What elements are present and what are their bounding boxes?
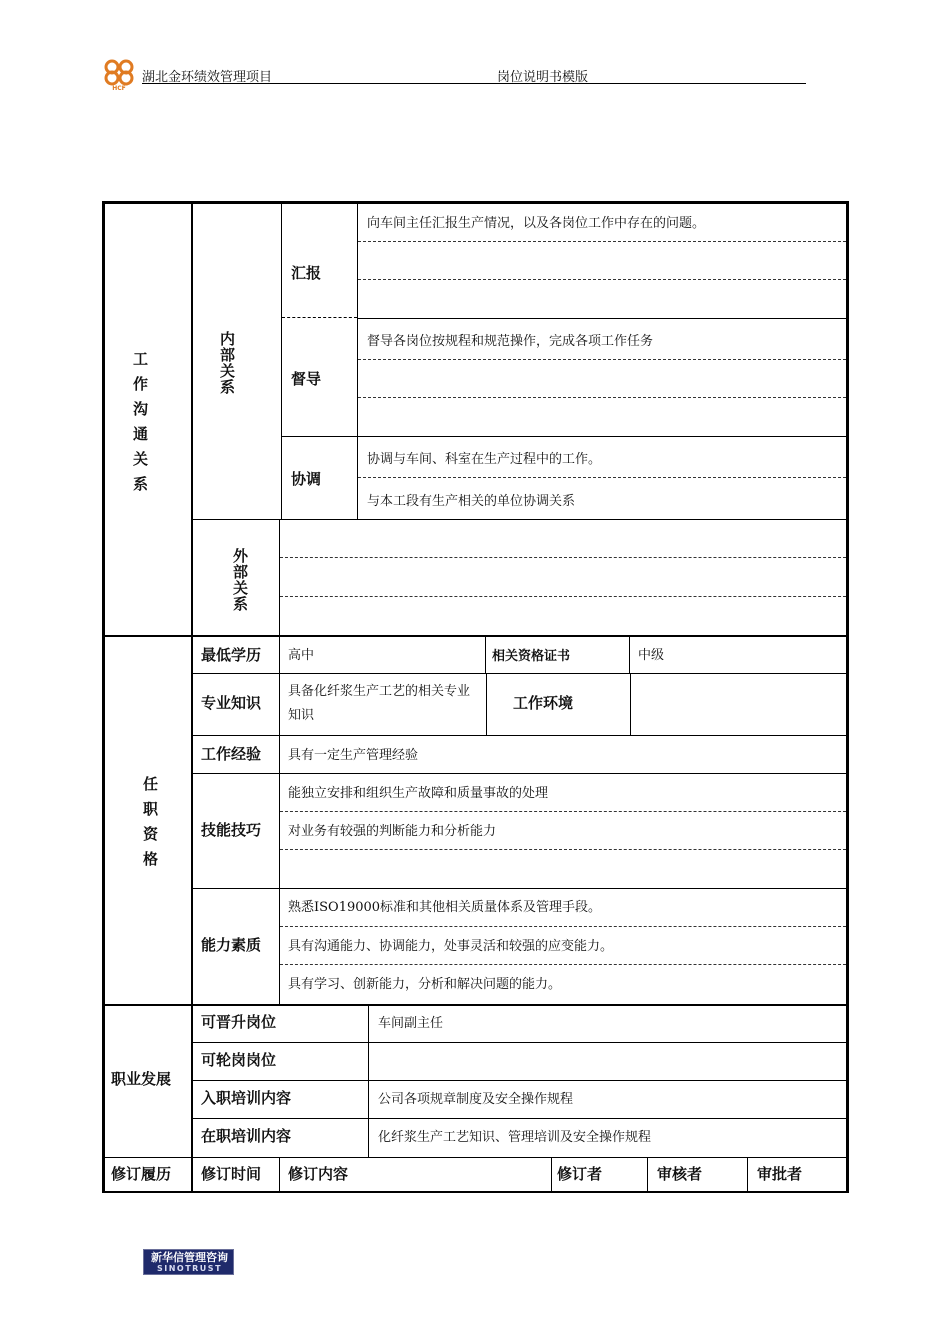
revision-section-label: 修订履历 (111, 1165, 172, 1183)
education-value: 高中 (288, 648, 315, 663)
onjob-training-value: 化纤浆生产工艺知识、管理培训及安全操作规程 (378, 1130, 652, 1145)
divider (193, 1118, 846, 1119)
dash-line (280, 811, 846, 812)
label-char: 内 (220, 330, 236, 348)
label-char: 系 (233, 595, 249, 613)
sinotrust-logo-cn: 新华信管理咨询 (151, 1251, 228, 1264)
divider (630, 673, 631, 735)
divider (629, 637, 630, 673)
certificate-value: 中级 (638, 648, 665, 663)
skills-label: 技能技巧 (201, 821, 262, 839)
ability-line: 具有沟通能力、协调能力，处事灵活和较强的应变能力。 (288, 939, 614, 954)
divider (193, 1080, 846, 1081)
divider (486, 673, 487, 735)
divider (193, 888, 846, 889)
induction-training-value: 公司各项规章制度及安全操作规程 (378, 1092, 574, 1107)
revision-editor-header: 修订者 (557, 1165, 603, 1183)
dash-line (280, 596, 846, 597)
divider (193, 673, 846, 674)
report-line: 向车间主任汇报生产情况，以及各岗位工作中存在的问题。 (367, 216, 706, 231)
divider (279, 637, 280, 1004)
dash-line (280, 849, 846, 850)
divider (485, 637, 486, 673)
communication-section-label (133, 347, 148, 497)
coordinate-label: 协调 (291, 470, 322, 488)
education-label: 最低学历 (201, 646, 262, 664)
supervise-label: 督导 (291, 370, 322, 388)
section-divider (105, 1004, 846, 1006)
external-relations-label (233, 548, 248, 612)
divider (647, 1157, 648, 1193)
dash-line (358, 397, 846, 398)
dash-line (280, 964, 846, 965)
promotion-label: 可晋升岗位 (201, 1013, 277, 1031)
certificate-label: 相关资格证书 (492, 649, 571, 664)
company-name: 湖北金环绩效管理项目 (142, 70, 273, 85)
label-char: 通 (133, 425, 149, 443)
skills-line: 能独立安排和组织生产故障和质量事故的处理 (288, 786, 549, 801)
divider (358, 318, 846, 319)
ability-label: 能力素质 (201, 936, 262, 954)
ability-line: 熟悉ISO19000标准和其他相关质量体系及管理手段。 (288, 900, 602, 915)
revision-content-header: 修订内容 (288, 1165, 349, 1183)
label-char: 关 (220, 362, 236, 380)
label-char: 关 (133, 450, 149, 468)
experience-value: 具有一定生产管理经验 (288, 748, 419, 763)
header-rule (142, 83, 806, 84)
dash-line (280, 926, 846, 927)
environment-label: 工作环境 (513, 694, 574, 712)
divider (357, 204, 358, 520)
dash-line (280, 557, 846, 558)
knowledge-value: 具备化纤浆生产工艺的相关专业知识 (288, 684, 471, 723)
coordinate-line: 与本工段有生产相关的单位协调关系 (367, 494, 576, 509)
ability-line: 具有学习、创新能力，分析和解决问题的能力。 (288, 977, 562, 992)
rotation-label: 可轮岗岗位 (201, 1051, 277, 1069)
divider (193, 735, 846, 736)
divider (193, 519, 846, 520)
dash-line (358, 279, 846, 280)
dash-line (358, 359, 846, 360)
coordinate-line: 协调与车间、科室在生产过程中的工作。 (367, 452, 602, 467)
divider (279, 520, 280, 635)
label-char: 沟 (133, 400, 149, 418)
knowledge-label: 专业知识 (201, 694, 262, 712)
dash-line (358, 241, 846, 242)
revision-time-header: 修订时间 (201, 1165, 262, 1183)
career-section-label: 职业发展 (111, 1070, 172, 1088)
svg-text:HCF: HCF (112, 85, 126, 92)
report-label: 汇报 (291, 264, 322, 282)
label-char: 作 (133, 375, 149, 393)
label-char: 外 (233, 547, 249, 565)
label-char: 资 (143, 825, 159, 843)
divider (551, 1157, 552, 1193)
divider (282, 436, 846, 437)
label-char: 任 (143, 775, 159, 793)
label-char: 格 (143, 850, 159, 868)
dash-line (282, 317, 357, 318)
section-divider (105, 1157, 846, 1158)
experience-label: 工作经验 (201, 745, 262, 763)
sinotrust-logo (143, 1249, 234, 1275)
revision-reviewer-header: 审核者 (657, 1165, 703, 1183)
divider (193, 773, 846, 774)
document-title: 岗位说明书模版 (497, 70, 589, 85)
label-char: 系 (220, 378, 236, 396)
label-char: 关 (233, 579, 249, 597)
revision-approver-header: 审批者 (757, 1165, 803, 1183)
divider (191, 204, 193, 1193)
divider (279, 1157, 280, 1193)
divider (193, 1042, 846, 1043)
section-divider (105, 635, 846, 637)
job-description-form (102, 201, 849, 1193)
label-char: 部 (220, 346, 236, 364)
dash-line (358, 477, 846, 478)
divider (368, 1006, 369, 1157)
qualification-section-label (143, 772, 158, 872)
onjob-training-label: 在职培训内容 (201, 1127, 292, 1145)
induction-training-label: 入职培训内容 (201, 1089, 292, 1107)
skills-line: 对业务有较强的判断能力和分析能力 (288, 824, 497, 839)
label-char: 系 (133, 475, 149, 493)
supervise-line: 督导各岗位按规程和规范操作，完成各项工作任务 (367, 334, 654, 349)
label-char: 职 (143, 800, 159, 818)
sinotrust-logo-en: SINOTRUST (156, 1264, 223, 1273)
internal-relations-label (220, 331, 235, 395)
label-char: 部 (233, 563, 249, 581)
divider (281, 204, 282, 520)
hcf-logo (101, 56, 137, 92)
divider (747, 1157, 748, 1193)
label-char: 工 (133, 350, 149, 368)
promotion-value: 车间副主任 (378, 1016, 444, 1031)
